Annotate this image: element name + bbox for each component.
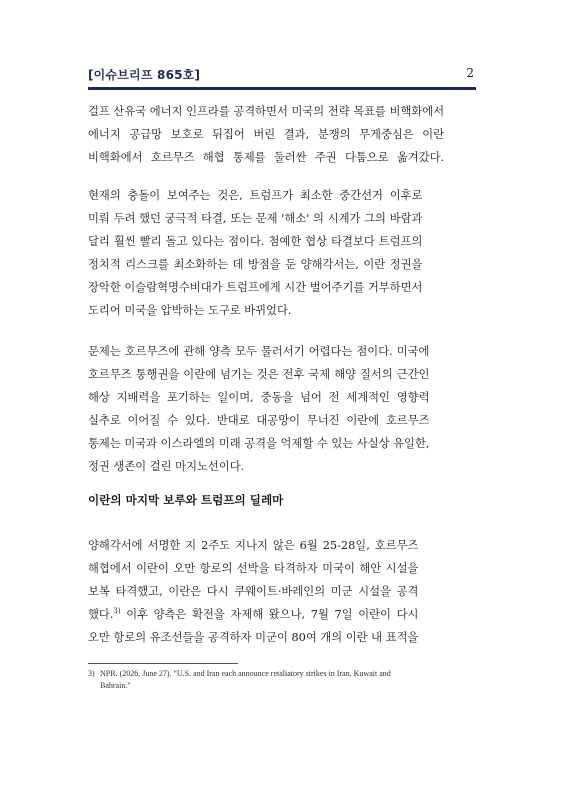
- paragraph-3: [88, 340, 429, 478]
- text-line: 미뤄 두려 했던 궁극적 타결, 또는 문제 '해소' 의 시계가 그의 바람과: [88, 212, 423, 225]
- text-line: 달리 훨씬 빨리 돌고 있다는 점이다. 첨예한 협상 타결보다 트럼프의: [88, 235, 423, 248]
- footnote-ref[interactable]: 3): [113, 607, 121, 616]
- text-line: 장악한 이슬람혁명수비대가 트럼프에게 시간 벌어주기를 거부하면서: [88, 281, 423, 294]
- text-segment: 했다.: [88, 608, 114, 621]
- text-line: 문제는 호르무즈에 관해 양측 모두 물러서기 어렵다는 점이다. 미국에: [88, 345, 430, 358]
- text-line: 실추로 이어질 수 있다. 반대로 대공망이 무너진 이란에 호르무즈: [88, 414, 430, 427]
- text-line: 오만 항로의 유조선들을 공격하자 미군이 80여 개의 이란 내 표적을: [88, 631, 419, 644]
- text-line-with-footnote-ref: [88, 603, 418, 626]
- text-line: 정치적 리스크를 최소화하는 데 방점을 둔 양해각서는, 이란 정권을: [88, 258, 423, 271]
- text-line: 통제는 미국과 이스라엘의 미래 공격을 억제할 수 있는 사실상 유일한,: [88, 437, 430, 450]
- section-heading: 이란의 마지막 보루와 트럼프의 딜레마: [88, 493, 284, 507]
- header-rule: [88, 87, 476, 90]
- text-line: 도리어 미국을 압박하는 도구로 바뀌었다.: [88, 304, 292, 317]
- text-line: 해협에서 이란이 오만 항로의 선박을 타격하자 미국이 해안 시설을: [88, 562, 419, 575]
- footnote-number: 3): [88, 669, 95, 678]
- footnote-text-line: Bahrain.": [100, 681, 131, 690]
- text-line: 호르무즈 통행권을 이란에 넘기는 것은 전후 국제 해양 질서의 근간인: [88, 368, 430, 381]
- text-line: 에너지 공급망 보호로 뒤집어 버린 결과, 분쟁의 무게중심은 이란: [88, 128, 445, 141]
- text-segment: 이후 양측은 확전을 자제해 왔으나, 7월 7일 이란이 다시: [120, 608, 419, 621]
- text-line: 현재의 충돌이 보여주는 것은, 트럼프가 최소한 중간선거 이후로: [88, 189, 423, 202]
- footnote: [88, 668, 476, 692]
- page-number: 2: [466, 66, 474, 80]
- text-line: 양해각서에 서명한 지 2주도 지나지 않은 6월 25-28일, 호르무즈: [88, 539, 419, 552]
- paragraph-1: [88, 100, 444, 169]
- footnote-rule: [88, 663, 238, 664]
- paragraph-2: [88, 184, 422, 322]
- text-line: 정권 생존이 걸린 마지노선이다.: [88, 460, 245, 473]
- page-header: [88, 64, 476, 84]
- text-line: 해상 지배력을 포기하는 일이며, 중동을 넘어 전 세계적인 영향력: [88, 391, 430, 404]
- paragraph-4: [88, 534, 418, 649]
- text-line: 비핵화에서 호르무즈 해협 통제를 둘러싼 주권 다툼으로 옮겨갔다.: [88, 151, 445, 164]
- issue-brief-label: [이슈브리프 865호]: [88, 68, 201, 82]
- text-line: 보복 타격했고, 이란은 다시 쿠웨이트·바레인의 미군 시설을 공격: [88, 585, 419, 598]
- text-line: 걸프 산유국 에너지 인프라를 공격하면서 미국의 전략 목표를 비핵화에서: [88, 105, 445, 118]
- footnote-text-line: NPR. (2026, June 27). "U.S. and Iran each announce retaliatory strikes in Iran, Kuwait and: [100, 669, 391, 678]
